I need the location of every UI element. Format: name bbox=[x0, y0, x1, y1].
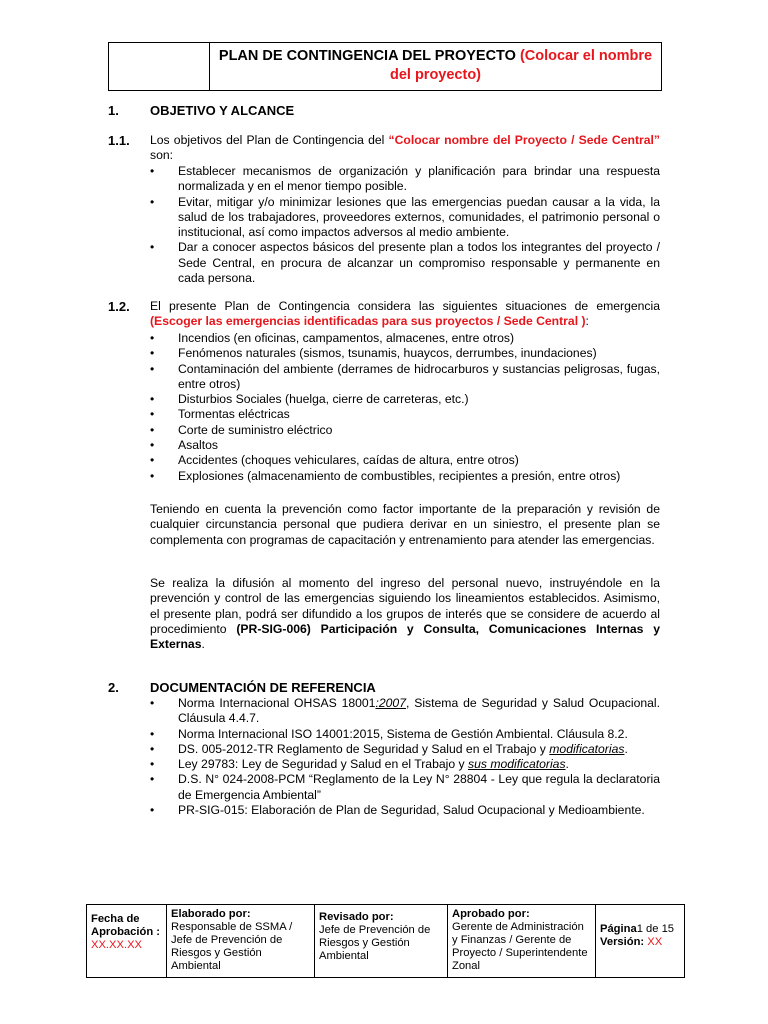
list-item: • Evitar, mitigar y/o minimizar lesiones que las emergencias puedan causar a la vida, la salud de los trabajadores, proveedores externos, comunidades, el patrimonio personal o institucional, así como impactos adversos al medio ambiente. bbox=[150, 194, 660, 240]
list-item: • Corte de suministro eléctrico bbox=[150, 422, 333, 437]
page-version-cell: Página1 de 15 Versión: XX bbox=[600, 923, 675, 948]
bullet-icon: • bbox=[150, 741, 155, 756]
subsection-1-2-intro: El presente Plan de Contingencia considera las siguientes situaciones de emergencia (Escoger las emergencias identificadas para sus proyectos / Sede Central ): bbox=[150, 299, 660, 329]
bullet-icon: • bbox=[150, 468, 155, 483]
emergencies-list bbox=[150, 331, 660, 484]
bullet-icon: • bbox=[150, 361, 155, 376]
logo-placeholder bbox=[109, 43, 210, 90]
bullet-icon: • bbox=[150, 757, 155, 772]
prevention-paragraph: Teniendo en cuenta la prevención como factor importante de la preparación y revisión de cualquier circunstancia personal que pudiera derivar en un siniestro, el presente plan se complementa con programas de capacitación y entrenamiento para atender las emergencias. bbox=[150, 502, 660, 547]
list-item: • Fenómenos naturales (sismos, tsunamis, huaycos, derrumbes, inundaciones) bbox=[150, 346, 597, 361]
list-item: • Dar a conocer aspectos básicos del presente plan a todos los integrantes del proyecto / Sede Central, en procura de alcanzar un compromiso responsable y permanente en cada persona. bbox=[150, 240, 660, 286]
bullet-icon: • bbox=[150, 331, 155, 345]
list-item: • PR-SIG-015: Elaboración de Plan de Seguridad, Salud Ocupacional y Medioambiente. bbox=[150, 803, 645, 818]
bullet-icon: • bbox=[150, 407, 155, 422]
bullet-icon: • bbox=[150, 772, 155, 787]
references-list bbox=[150, 696, 660, 818]
bullet-icon: • bbox=[150, 392, 155, 407]
subsection-1-1-number: 1.1. bbox=[108, 133, 130, 148]
dissemination-paragraph: Se realiza la difusión al momento del ingreso del personal nuevo, instruyéndole en la prevención y control de las emergencias siguiendo los lineamientos establecidos. Asimismo, el presente plan, podrá ser difundido a los grupos de interés que se considere de acuerdo al procedimiento (PR-SIG-006) Participación y Consulta, Comunicaciones Internas y Externas. bbox=[150, 576, 661, 652]
list-item: • D.S. N° 024-2008-PCM “Reglamento de la Ley N° 28804 - Ley que regula la declaratoria de Emergencia Ambiental” bbox=[150, 772, 660, 802]
approved-by-cell: Aprobado por: Gerente de Administración y Finanzas / Gerente de Proyecto / Superintendente Zonal bbox=[448, 905, 596, 977]
list-item: • Ley 29783: Ley de Seguridad y Salud en el Trabajo y sus modificatorias. bbox=[150, 757, 569, 772]
subsection-1-1-intro: Los objetivos del Plan de Contingencia del “Colocar nombre del Proyecto / Sede Central” son: bbox=[150, 133, 660, 163]
list-item: • Asaltos bbox=[150, 438, 218, 453]
section-1-number: 1. bbox=[108, 103, 119, 118]
list-item: • Incendios (en oficinas, campamentos, almacenes, entre otros) bbox=[150, 331, 515, 345]
bullet-icon: • bbox=[150, 346, 155, 361]
list-item: • Norma Internacional ISO 14001:2015, Sistema de Gestión Ambiental. Cláusula 8.2. bbox=[150, 726, 628, 741]
document-header bbox=[108, 42, 662, 91]
list-item: • Accidentes (choques vehiculares, caídas de altura, entre otros) bbox=[150, 453, 519, 468]
list-item: • Norma Internacional OHSAS 18001:2007, Sistema de Seguridad y Salud Ocupacional. Cláusula 4.4.7. bbox=[150, 696, 660, 726]
prepared-by-cell: Elaborado por: Responsable de SSMA / Jefe de Prevención de Riesgos y Gestión Ambiental bbox=[167, 905, 315, 977]
bullet-icon: • bbox=[150, 696, 155, 710]
bullet-icon: • bbox=[150, 726, 155, 741]
list-item: • Establecer mecanismos de organización y planificación para brindar una respuesta normalizada y en el menor tiempo posible. bbox=[150, 164, 660, 194]
section-2-number: 2. bbox=[108, 680, 119, 695]
list-item: • Contaminación del ambiente (derrames de hidrocarburos y sustancias peligrosas, fugas, entre otros) bbox=[150, 361, 660, 391]
bullet-icon: • bbox=[150, 164, 155, 178]
approval-date-cell: Fecha de Aprobación : XX.XX.XX bbox=[87, 905, 167, 977]
subsection-1-2-number: 1.2. bbox=[108, 299, 130, 314]
reviewed-by-cell: Revisado por: Jefe de Prevención de Riesgos y Gestión Ambiental bbox=[315, 905, 448, 977]
approval-footer bbox=[86, 904, 685, 978]
bullet-icon: • bbox=[150, 453, 155, 468]
list-item: • DS. 005-2012-TR Reglamento de Seguridad y Salud en el Trabajo y modificatorias. bbox=[150, 741, 628, 756]
bullet-icon: • bbox=[150, 194, 155, 209]
section-2-title: DOCUMENTACIÓN DE REFERENCIA bbox=[150, 680, 376, 695]
list-item: • Tormentas eléctricas bbox=[150, 407, 290, 422]
section-1-title: OBJETIVO Y ALCANCE bbox=[150, 103, 295, 118]
list-item: • Disturbios Sociales (huelga, cierre de carreteras, etc.) bbox=[150, 392, 469, 407]
bullet-icon: • bbox=[150, 803, 155, 818]
bullet-icon: • bbox=[150, 422, 155, 437]
document-title: PLAN DE CONTINGENCIA DEL PROYECTO (Colocar el nombre del proyecto) bbox=[218, 48, 653, 83]
bullet-icon: • bbox=[150, 240, 155, 255]
bullet-icon: • bbox=[150, 438, 155, 453]
list-item: • Explosiones (almacenamiento de combustibles, recipientes a presión, entre otros) bbox=[150, 468, 621, 483]
objectives-list bbox=[150, 164, 660, 286]
